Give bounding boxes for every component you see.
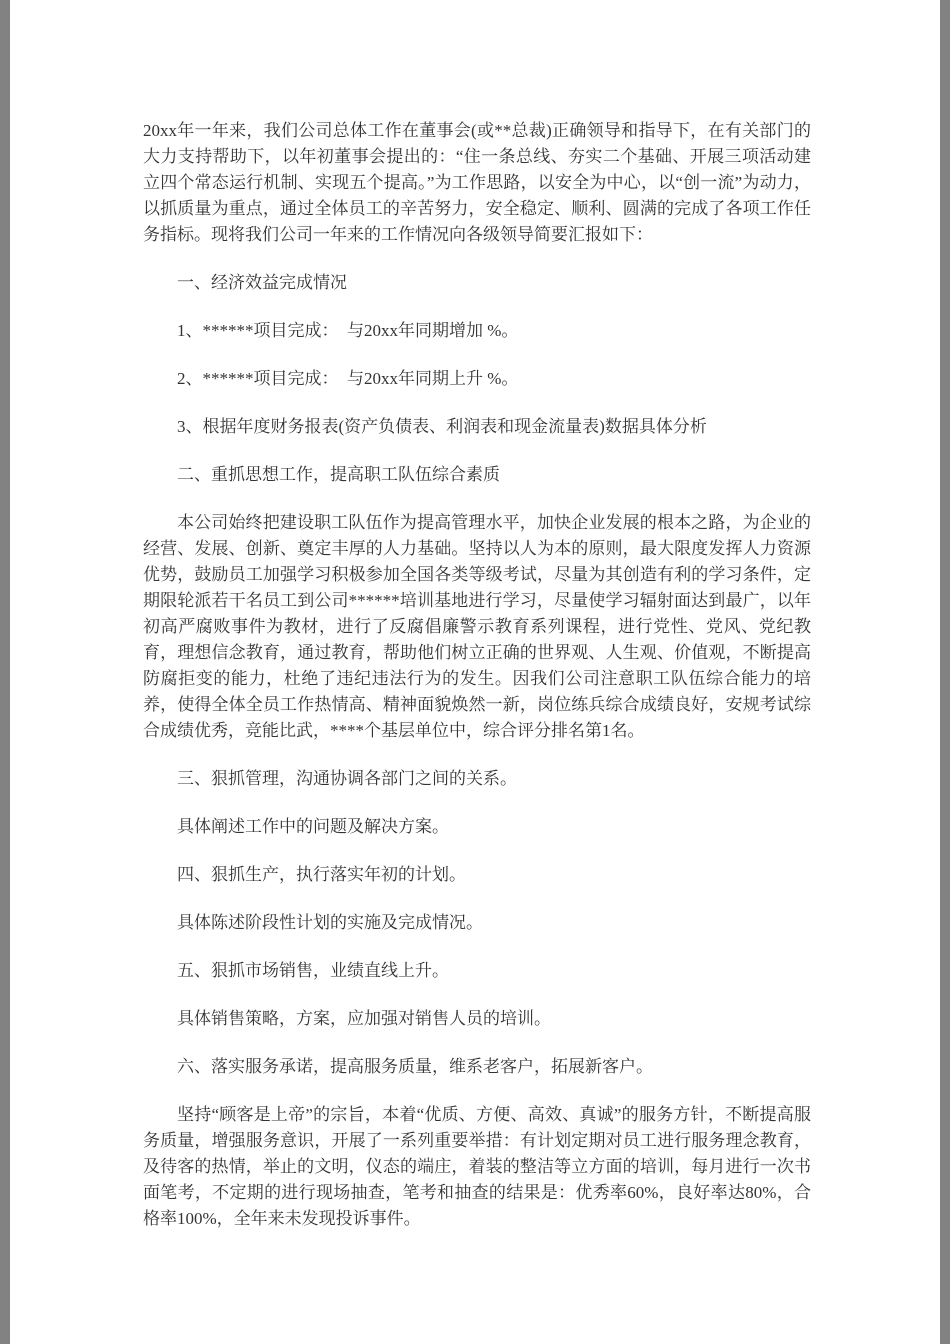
section-2-body-paragraph: 本公司始终把建设职工队伍作为提高管理水平，加快企业发展的根本之路，为企业的经营、发展、创新、奠定丰厚的人力基础。坚持以人为本的原则，最大限度发挥人力资源优势，鼓励员工加强学习积极参加全国各类等级考试，尽量为其创造有利的学习条件，定期限轮派若干名员工到公司******培训基地进行学习，尽量使学习辐射面达到最广，以年初高严腐败事件为教材，进行了反腐倡廉警示教育系列课程，进行党性、党风、党纪教育，理想信念教育，通过教育，帮助他们树立正确的世界观、人生观、价值观，不断提高防腐拒变的能力，杜绝了违纪违法行为的发生。因我们公司注意职工队伍综合能力的培养，使得全体全员工作热情高、精神面貌焕然一新，岗位练兵综合成绩良好，安规考试综合成绩优秀，竞能比武，****个基层单位中，综合评分排名第1名。 bbox=[143, 513, 811, 740]
left-edge-strip bbox=[0, 0, 10, 1344]
section-heading-4: 四、狠抓生产，执行落实年初的计划。 bbox=[177, 865, 466, 884]
section-heading-6: 六、落实服务承诺，提高服务质量，维系老客户，拓展新客户。 bbox=[177, 1057, 653, 1076]
list-item-3: 3、根据年度财务报表(资产负债表、利润表和现金流量表)数据具体分析 bbox=[177, 417, 707, 436]
section-4-body-paragraph: 具体陈述阶段性计划的实施及完成情况。 bbox=[177, 913, 483, 932]
list-item-1: 1、******项目完成： 与20xx年同期增加 %。 bbox=[177, 321, 519, 340]
right-edge-strip bbox=[940, 0, 950, 1344]
section-6-body-paragraph: 坚持“顾客是上帝”的宗旨，本着“优质、方便、高效、真诚”的服务方针，不断提高服务质量，增强服务意识，开展了一系列重要举措：有计划定期对员工进行服务理念教育，及待客的热情，举止的文明，仪态的端庄，着装的整洁等立方面的培训，每月进行一次书面笔考，不定期的进行现场抽查，笔考和抽查的结果是：优秀率60%，良好率达80%，合格率100%，全年来未发现投诉事件。 bbox=[143, 1105, 811, 1228]
list-item-2: 2、******项目完成： 与20xx年同期上升 %。 bbox=[177, 369, 519, 388]
section-heading-3: 三、狠抓管理，沟通协调各部门之间的关系。 bbox=[177, 769, 517, 788]
section-5-body-paragraph: 具体销售策略，方案，应加强对销售人员的培训。 bbox=[177, 1009, 551, 1028]
section-heading-5: 五、狠抓市场销售，业绩直线上升。 bbox=[177, 961, 449, 980]
section-heading-1: 一、经济效益完成情况 bbox=[177, 273, 347, 292]
intro-paragraph: 20xx年一年来，我们公司总体工作在董事会(或**总裁)正确领导和指导下，在有关部门的大力支持帮助下，以年初董事会提出的：“住一条总线、夯实二个基础、开展三项活动建立四个常态运行机制、实现五个提高。”为工作思路，以安全为中心，以“创一流”为动力，以抓质量为重点，通过全体员工的辛苦努力，安全稳定、顺利、圆满的完成了各项工作任务指标。现将我们公司一年来的工作情况向各级领导简要汇报如下： bbox=[143, 121, 811, 244]
section-3-body-paragraph: 具体阐述工作中的问题及解决方案。 bbox=[177, 817, 449, 836]
document-body bbox=[143, 118, 811, 1254]
section-heading-2: 二、重抓思想工作，提高职工队伍综合素质 bbox=[177, 465, 500, 484]
